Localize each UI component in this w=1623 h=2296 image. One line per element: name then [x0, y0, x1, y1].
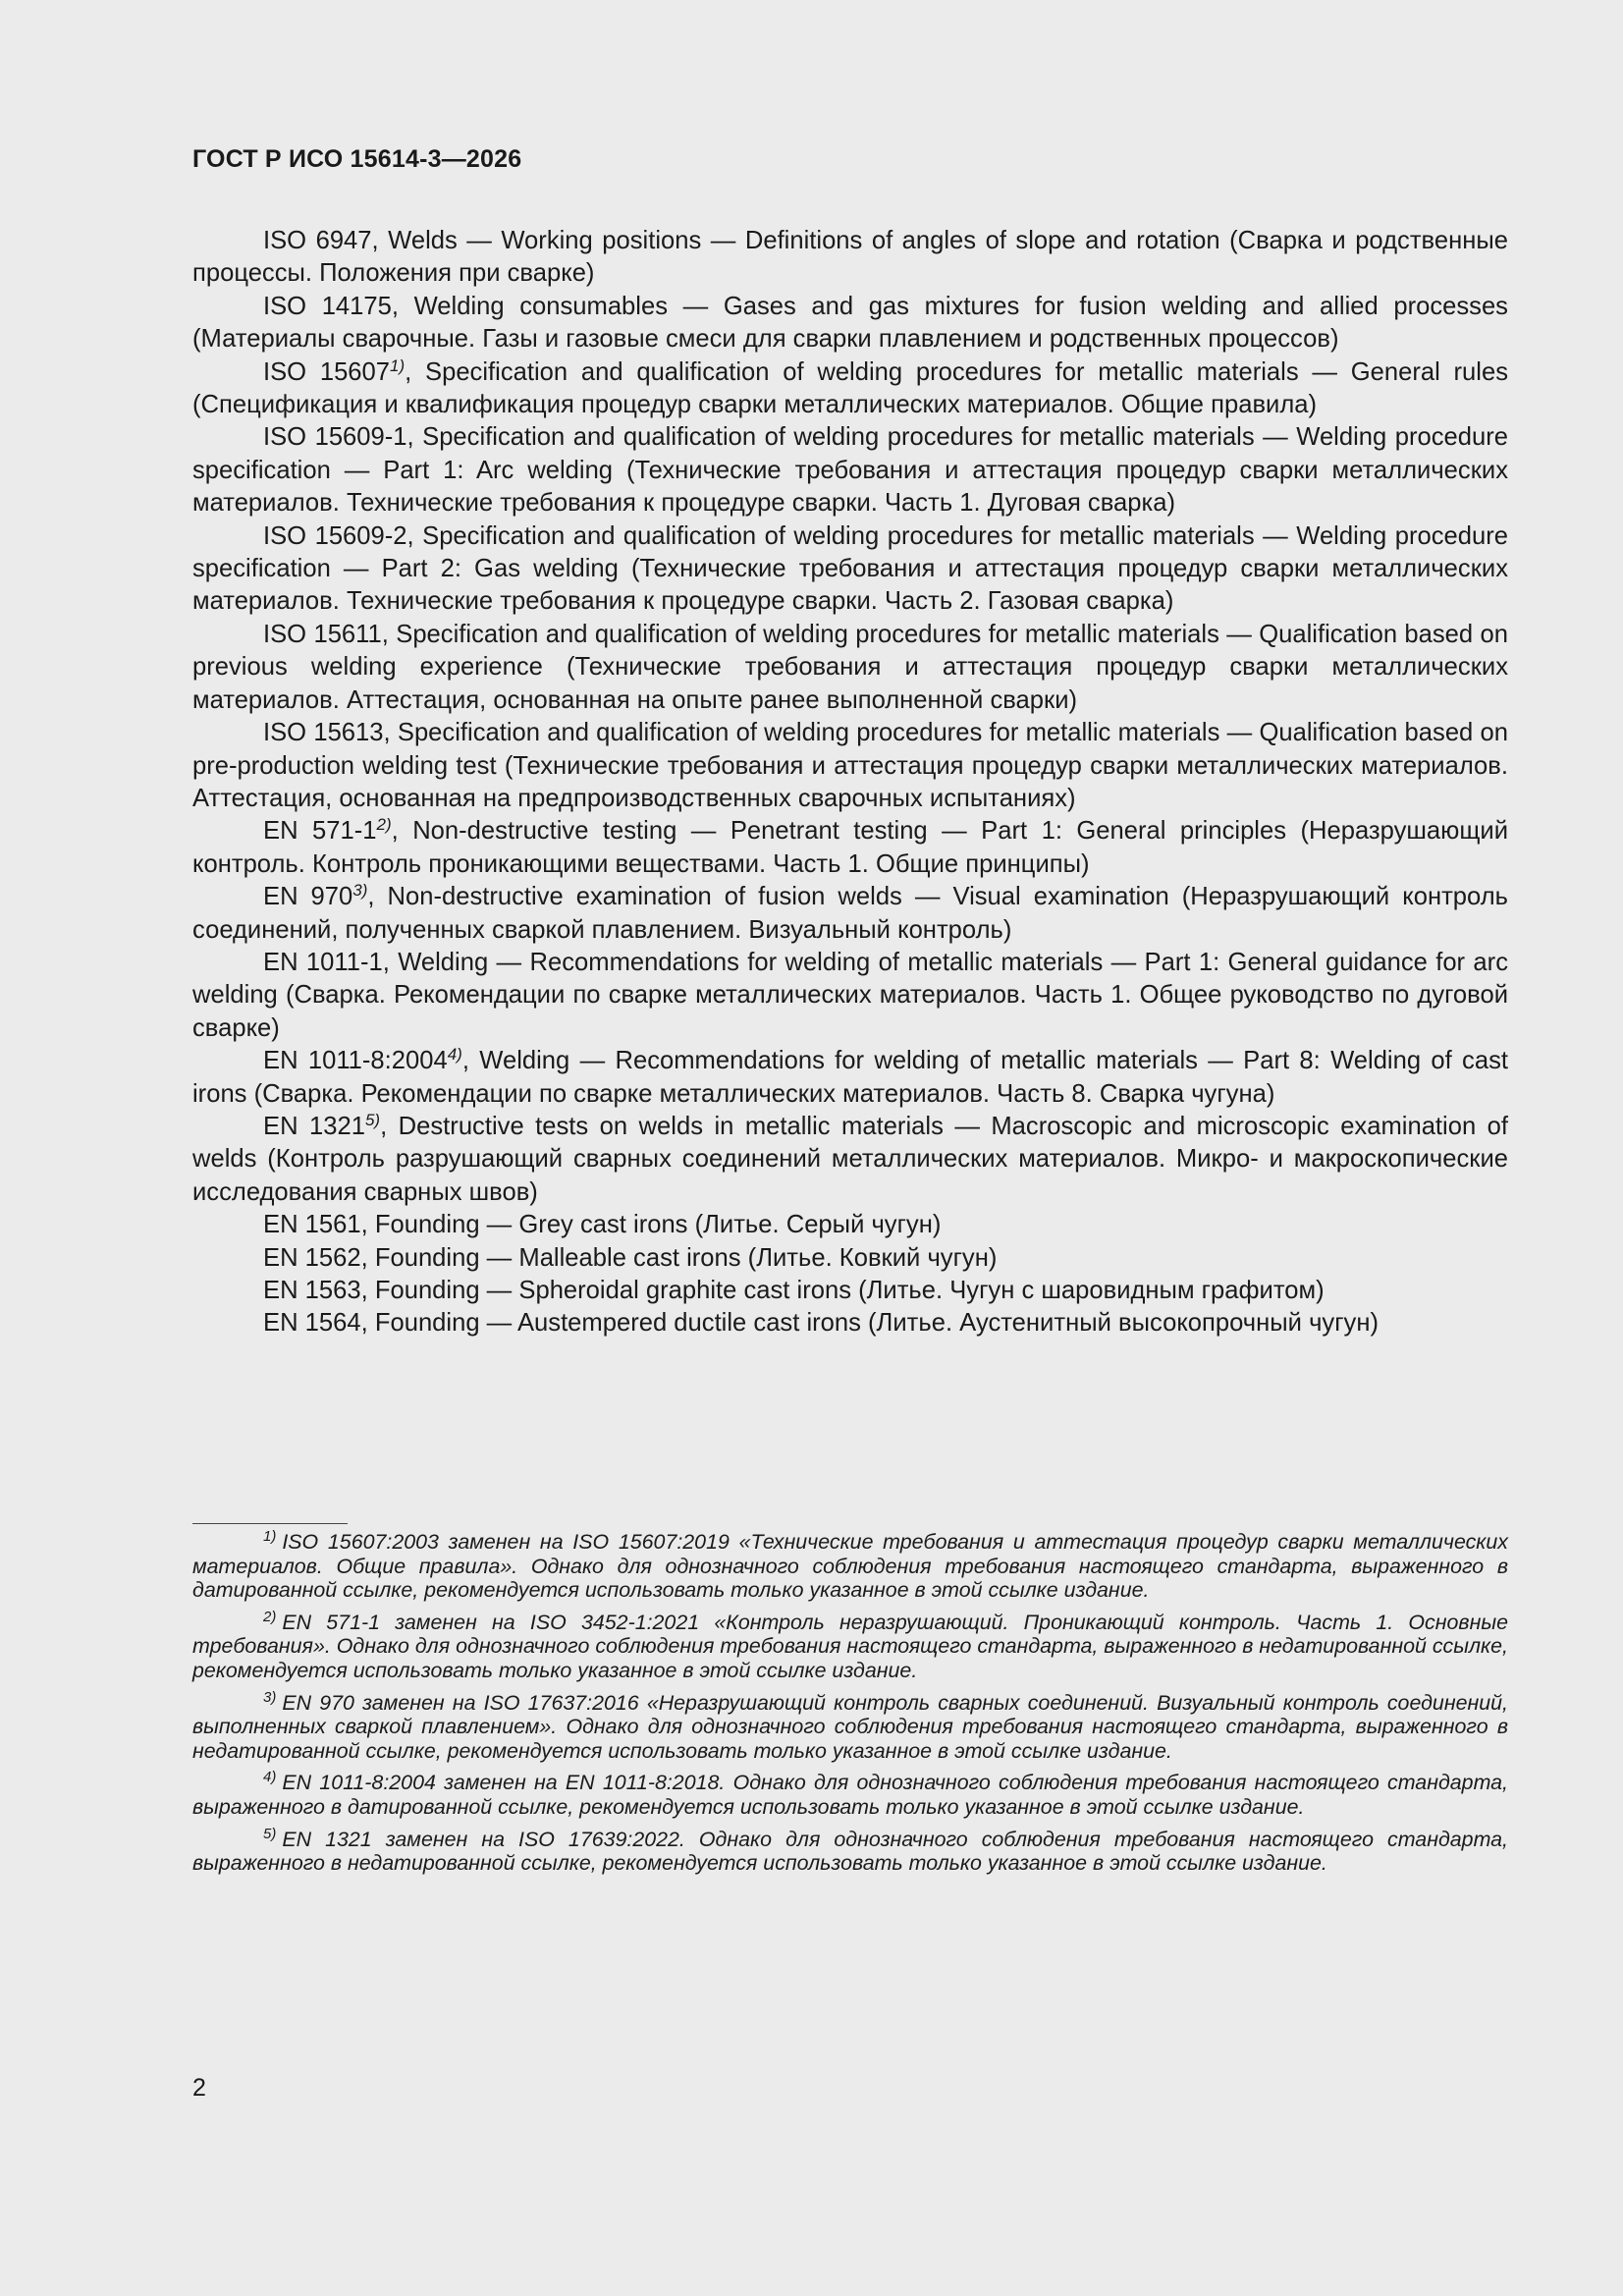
reference-entry: [192, 1275, 1508, 1307]
reference-code: EN 571-1$^{2)}$,: [263, 815, 399, 846]
reference-code: EN 1562,: [263, 1243, 368, 1272]
reference-title: Specification and qualification of welding procedures for metallic materials — General rules (Спецификация и квалификация процедур сварки металлических материалов. Общие правила): [192, 357, 1508, 419]
footnote-mark: 5): [364, 1110, 381, 1129]
reference-title: Welding — Recommendations for welding of metallic materials — Part 1: General guidance for arc welding (Сварка. Рекомендации по сварке металлических материалов. Часть 1. Общее руководство по дуговой сварке): [192, 948, 1508, 1042]
reference-entry: [192, 356, 1508, 422]
reference-entry: [192, 1307, 1508, 1339]
normative-references-list: [192, 225, 1508, 1340]
reference-code: EN 1563,: [263, 1277, 368, 1304]
reference-entry: [192, 1242, 1508, 1275]
document-code: ГОСТ Р ИСО 15614-3—2026: [192, 145, 522, 173]
reference-entry: [192, 815, 1508, 881]
reference-code: EN 1011-1,: [263, 948, 390, 976]
footnote: [192, 1530, 1508, 1603]
reference-entry: [192, 947, 1508, 1045]
footnote-text: ISO 15607:2003 заменен на ISO 15607:2019 «Технические требования и аттестация процедур сварки металлических материалов. Общие правила». Однако для однозначного соблюдения требования настоящего стандарта, выраженного в датированной ссылке, рекомендуется использовать только указанное в этой ссылке издание.: [192, 1530, 1508, 1603]
reference-entry: [192, 1209, 1508, 1241]
footnote: [192, 1771, 1508, 1819]
reference-code: ISO 15607$^{1)}$,: [263, 355, 412, 386]
reference-title: Non-destructive testing — Penetrant testing — Part 1: General principles (Неразрушающий контроль. Контроль проникающими веществами. Часть 1. Общие принципы): [192, 817, 1508, 878]
reference-code: EN 1011-8:2004$^{4)}$,: [263, 1045, 469, 1075]
reference-code: ISO 15611,: [263, 620, 389, 648]
reference-title: Founding — Spheroidal graphite cast irons (Литье. Чугун с шаровидным графитом): [374, 1277, 1325, 1304]
footnote-number: 4): [263, 1769, 277, 1786]
reference-code: ISO 15609-1,: [263, 423, 414, 452]
footnote-mark: 4): [447, 1045, 462, 1065]
reference-title: Non-destructive examination of fusion welds — Visual examination (Неразрушающий контроль соединений, полученных сваркой плавлением. Визуальный контроль): [192, 883, 1508, 944]
footnote-text: EN 571-1 заменен на ISO 3452-1:2021 «Контроль неразрушающий. Проникающий контроль. Часть 1. Основные требования». Однако для однозначного соблюдения требования настоящего стандарта, выраженного в недатированной ссылке, рекомендуется использовать только указанное в этой ссылке издание.: [192, 1610, 1508, 1682]
reference-entry: [192, 1045, 1508, 1111]
reference-title: Specification and qualification of welding procedures for metallic materials — Welding procedure specification — Part 1: Arc welding (Технические требования и аттестация процедур сварки металлических материалов. Технические требования к процедуре сварки. Часть 1. Дуговая сварка): [192, 423, 1508, 518]
reference-title: Welding — Recommendations for welding of metallic materials — Part 8: Welding of cast irons (Сварка. Рекомендации по сварке металлических материалов. Часть 8. Сварка чугуна): [192, 1047, 1508, 1108]
reference-entry: [192, 717, 1508, 815]
footnote-divider: [192, 1523, 348, 1524]
footnote-number: 3): [263, 1688, 277, 1706]
reference-code: ISO 6947,: [263, 227, 379, 254]
reference-code: EN 1561,: [263, 1211, 368, 1239]
footnote-mark: 2): [376, 815, 392, 835]
reference-code: ISO 15609-2,: [263, 521, 414, 550]
reference-code: EN 1564,: [263, 1309, 368, 1338]
reference-entry: [192, 421, 1508, 519]
reference-title: Destructive tests on welds in metallic materials — Macroscopic and microscopic examination of welds (Контроль разрушающий сварных соединений металлических материалов. Микро- и макроскопические исследования сварных швов): [192, 1112, 1508, 1206]
reference-title: Specification and qualification of welding procedures for metallic materials — Welding procedure specification — Part 2: Gas welding (Технические требования и аттестация процедур сварки металлических материалов. Технические требования к процедуре сварки. Часть 2. Газовая сварка): [192, 521, 1508, 616]
footnotes-section: [192, 1530, 1508, 1884]
footnote-number: 1): [263, 1528, 277, 1545]
page-number: 2: [192, 2074, 206, 2102]
reference-entry: [192, 291, 1508, 356]
reference-title: Founding — Grey cast irons (Литье. Серый чугун): [374, 1211, 942, 1239]
reference-code: EN 1321$^{5)}$,: [263, 1110, 388, 1140]
reference-title: Welding consumables — Gases and gas mixtures for fusion welding and allied processes (Материалы сварочные. Газы и газовые смеси для сварки плавлением и родственных процессов): [192, 292, 1508, 354]
reference-code: EN 970$^{3)}$,: [263, 881, 375, 911]
reference-title: Founding — Austempered ductile cast irons (Литье. Аустенитный высокопрочный чугун): [374, 1309, 1379, 1338]
footnote-number: 5): [263, 1825, 277, 1842]
footnote: [192, 1608, 1508, 1683]
reference-code: ISO 15613,: [263, 719, 391, 747]
footnote-mark: 1): [390, 355, 406, 375]
reference-code: ISO 14175,: [263, 292, 399, 320]
footnote-text: EN 970 заменен на ISO 17637:2016 «Неразрушающий контроль сварных соединений. Визуальный контроль соединений, выполненных сваркой плавлением». Однако для однозначного соблюдения требования настоящего стандарта, выраженного в недатированной ссылке, рекомендуется использовать только указанное в этой ссылке издание.: [192, 1690, 1508, 1763]
reference-entry: [192, 1111, 1508, 1209]
footnote: [192, 1825, 1508, 1876]
footnote-text: EN 1321 заменен на ISO 17639:2022. Однако для однозначного соблюдения требования настоящего стандарта, выраженного в недатированной ссылке, рекомендуется использовать только указанное в этой ссылке издание.: [192, 1827, 1508, 1876]
reference-entry: [192, 225, 1508, 291]
footnote-mark: 3): [352, 881, 368, 901]
reference-title: Specification and qualification of welding procedures for metallic materials — Qualification based on pre-production welding test (Технические требования и аттестация процедур сварки металлических материалов. Аттестация, основанная на предпроизводственных сварочных испытаниях): [192, 719, 1509, 812]
footnote-number: 2): [263, 1608, 277, 1625]
footnote-text: EN 1011-8:2004 заменен на EN 1011-8:2018. Однако для однозначного соблюдения требования настоящего стандарта, выраженного в датированной ссылке, рекомендуется использовать только указанное в этой ссылке издание.: [192, 1771, 1508, 1819]
reference-title: Welds — Working positions — Definitions of angles of slope and rotation (Сварка и родственные процессы. Положения при сварке): [192, 227, 1509, 288]
reference-entry: [192, 881, 1508, 947]
reference-title: Specification and qualification of welding procedures for metallic materials — Qualification based on previous welding experience (Технические требования и аттестация процедур сварки металлических материалов. Аттестация, основанная на опыте ранее выполненной сварки): [192, 620, 1508, 714]
footnote: [192, 1688, 1508, 1764]
reference-entry: [192, 619, 1508, 717]
reference-title: Founding — Malleable cast irons (Литье. Ковкий чугун): [374, 1243, 998, 1272]
reference-entry: [192, 520, 1508, 619]
